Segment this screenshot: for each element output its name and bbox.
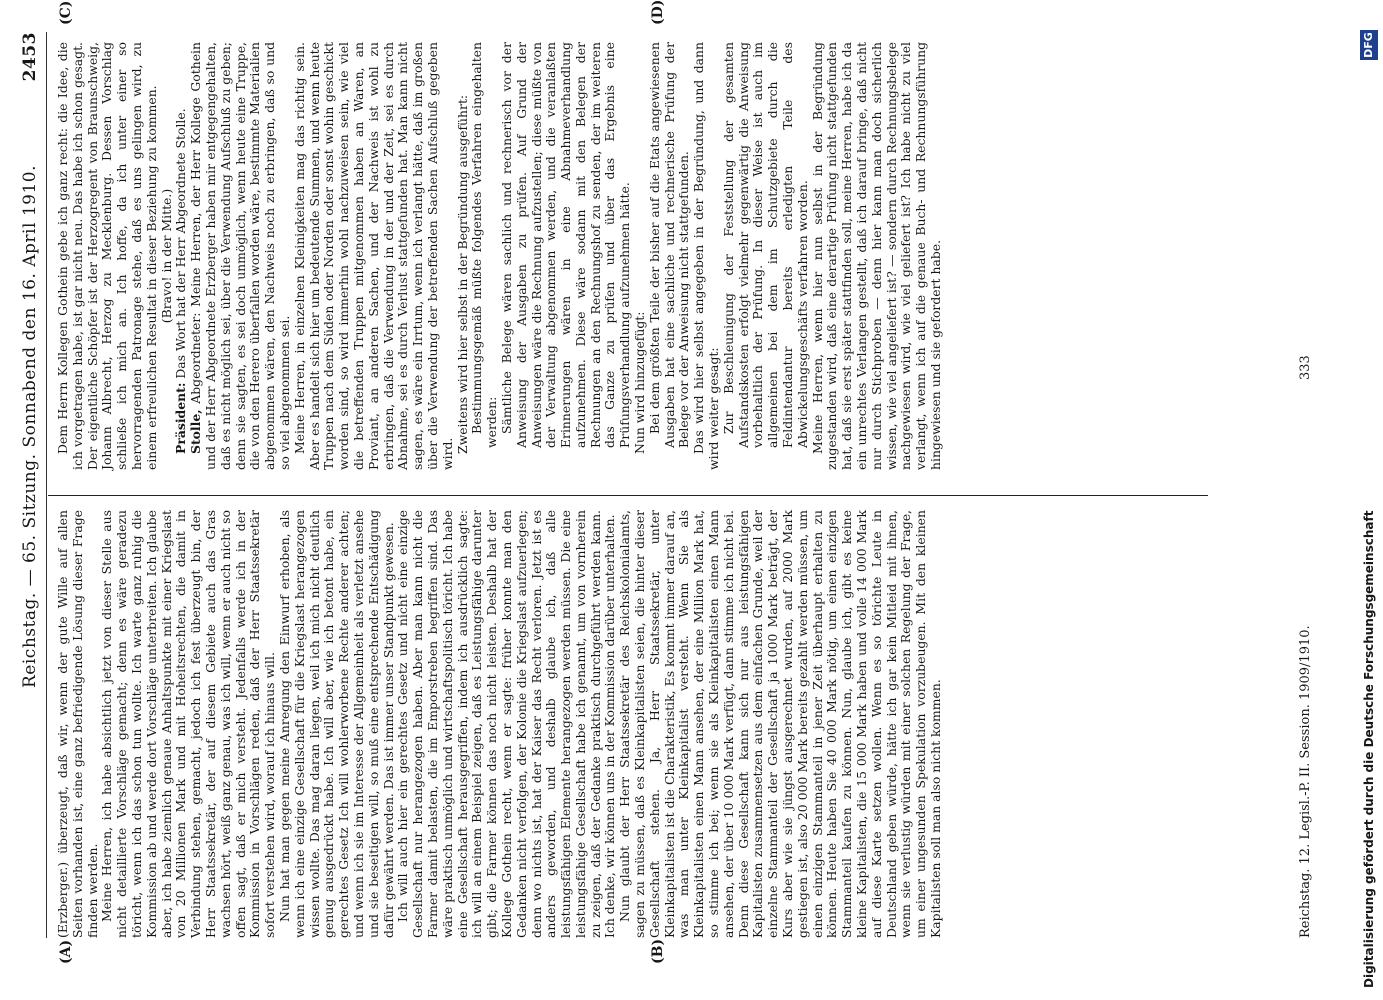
- speaker-text: Abgeordneter: Meine Herren, der Herr Kollege Gothein und der Herr Abgeordnete Erzberger haben mir entgegengehalten, daß es nicht möglich sei, über die Verwendung Aufschluß zu geben; denn sie sagten, es sei doch unmöglich, wenn heute eine Truppe, die von den Herero überfallen worden wäre, bestimmte Materialien abgenommen wären, den Nachweis noch zu erbringen, daß so und so viel abgenommen sei.: [188, 42, 292, 470]
- margin-marker-b: (B): [650, 938, 666, 964]
- funding-note: Digitalisierung gefördert durch die Deutsche Forschungsgemeinschaft: [1362, 510, 1376, 988]
- margin-marker-d: (D): [650, 0, 666, 25]
- right-column: [56, 42, 944, 470]
- right-paragraph: Zweitens wird hier selbst in der Begründung ausgeführt:: [454, 94, 470, 454]
- interjection: (Bravo! in der Mitte.): [158, 188, 174, 324]
- right-paragraph: Nun wird hinzugefügt:: [632, 311, 648, 454]
- margin-marker-c: (C): [58, 0, 74, 25]
- quoted-paragraph: Bestimmungsgemäß müßte folgendes Verfahren eingehalten werden:: [469, 42, 500, 448]
- margin-marker-a: (A): [58, 939, 74, 964]
- left-paragraph: Nun hat man gegen meine Anregung den Einwurf erhoben, als wenn ich eine einzige Gesellschaft für die Kriegslast herangezogen wissen wollte. Das mag daran liegen, weil ich mich nicht deutlich genug ausgedrückt habe. Ich will aber, wie ich betont habe, ein gerechtes Gesetz Ich will wohlerworbene Rechte anderer achten; und wenn ich sie im Interesse der Allgemeinheit als verletzt ansehe und sie beseitigen will, so muß eine entsprechende Entschädigung dafür gewährt werden. Das ist immer unser Standpunkt gewesen.: [276, 510, 396, 938]
- quoted-paragraph: Sämtliche Belege wären sachlich und rechnerisch vor der Anweisung der Ausgaben zu prüfen. Auf Grund der Anweisungen wäre die Rechnung aufzustellen; diese müßte von der Verwaltung abgenommen werden, und die veranlaßten Erinnerungen wären in eine Abnahmeverhandlung aufzunehmen. Diese wäre sodann mit den Belegen der Rechnungen an den Rechnungshof zu senden, der im weiteren das Ganze zu prüfen und über das Ergebnis eine Prüfungsverhandlung aufzunehmen hätte.: [498, 42, 633, 448]
- page-header: [14, 32, 46, 938]
- left-paragraph: (Erzberger.) überzeugt, daß wir, wenn der gute Wille auf allen Seiten vorhanden ist, eine ganz befriedigende Lösung dieser Frage finden werden.: [55, 510, 100, 938]
- dfg-logo: DFG: [1360, 30, 1378, 60]
- quoted-paragraph: Zur Beschleunigung der Feststellung der gesamten Aufstandskosten erfolgt vielmehr gegenwärtig die Anweisung vorbehaltlich der Prüfung. In dieser Weise ist auch im allgemeinen bei dem im Schutzgebiete durch die Feldintendantur bereits erledigten Teile des Abwickelungsgeschäfts verfahren worden.: [720, 42, 810, 448]
- right-paragraph: Meine Herren, in einzelnen Kleinigkeiten mag das richtig sein. Aber es handelt sich hier um bedeutende Summen, und wenn heute Truppen nach dem Süden oder Norden oder sonst wohin geschickt worden sind, so wird immerhin wohl nachzuweisen sein, wie viel die betreffenden Truppen mitgenommen haben an Waren, an Proviant, an anderen Sachen, und der Nachweis ist wohl zu erbringen, daß die Verwendung in der und der Zeit, sei es durch Abnahme, sei es durch Verlust stattgefunden hat. Man kann nicht sagen, es wäre ein Irrtum, wenn ich verlangt hätte, daß im großen über die Verwendung der betreffenden Sachen Aufschluß gegeben wird.: [291, 42, 455, 470]
- quoted-paragraph: Bei dem größten Teile der bisher auf die Etats angewiesenen Ausgaben hat eine sachliche und rechnerische Prüfung der Belege vor der Anweisung nicht stattgefunden.: [646, 42, 692, 448]
- header-title: Reichstag. — 65. Sitzung. Sonnabend den 16. April 1910.: [20, 164, 40, 688]
- right-paragraph: Dem Herrn Kollegen Gothein gebe ich ganz recht: die Idee, die ich vorgetragen habe, ist gar nicht neu. Das habe ich schon gesagt. Der eigentliche Schöpfer ist der Herzogregent von Braunschweig, Johann Albrecht, Herzog zu Mecklenburg. Dessen Vorschlag schließe ich mich an. Ich hoffe, da ich unter einer so hervorragenden Patronage stehe, daß es uns gelingen wird, zu einem erfreulichen Resultat in dieser Beziehung zu kommen.: [55, 42, 159, 470]
- left-paragraph: Nun glaubt der Herr Staatssekretär des Reichskolonialamts, sagen zu müssen, daß es Kleinkapitalisten seien, die hinter dieser Gesellschaft stehen. Ja, Herr Staatssekretär, unter Kleinkapitalisten ist die Charakteristik, Es kommt immer darauf an, was man unter Kleinkapitalist versteht. Wenn Sie als Kleinkapitalisten einen Mann ansehen, der eine Million Mark hat, so stimme ich bei; wenn sie als Kleinkapitalisten einen Mann ansehen, der über 10 000 Mark verfügt, dann stimme ich nicht bei. Denn diese Gesellschaft kann sich nur aus leistungsfähigen Kapitalisten zusammensetzen aus dem einfachen Grunde, weil der einzelne Stammanteil der Gesellschaft ja 1000 Mark beträgt, der Kurs aber wie sie jüngst ausgerechnet wurden, auf 2000 Mark gestiegen ist, also 20 000 Mark bereits gezahlt werden müssen, um einen einzigen Stammanteil in jener Zeit überhaupt erhalten zu können. Heute haben Sie 40 000 Mark nötig, um einen einzigen Stammanteil kaufen zu können. Nun, glaube ich, gibt es keine kleine Kapitalisten, die 15 000 Mark haben und volle 14 000 Mark auf diese Karte setzen wollen. Wenn es so törichte Leute in Deutschland geben würde, hätte ich gar kein Mitleid mit ihnen, wenn sie verlustig würden mit einer solchen Regelung der Frage, um einer ungesunden Spekulation vorzubeugen. Mit den kleinen Kapitalisten soll man also nicht kommen.: [617, 510, 944, 938]
- header-rule: [46, 32, 47, 938]
- left-column: [56, 510, 944, 938]
- speaker-paragraph: [174, 42, 189, 470]
- right-paragraph: Das wird hier selbst angegeben in der Begründung, und dann wird weiter gesagt:: [691, 42, 722, 470]
- speaker-text: Das Wort hat der Herr Abgeordnete Stolle.: [173, 108, 189, 383]
- left-paragraph: Ich will auch hier ein gerechtes Gesetz und nicht eine einzige Gesellschaft nur herangezogen haben. Aber man kann nicht die Farmer damit belasten, die im Emporstreben begriffen sind. Das wäre praktisch unmöglich und wirtschaftspolitisch töricht. Ich habe eine Gesellschaft herausgegriffen, indem ich ausdrücklich sagte: ich will an einem Beispiel zeigen, daß es Leistungsfähige darunter gibt; die Farmer können das noch nicht leisten. Deshalb hat der Kollege Gothein recht, wenn er sagte: früher konnte man den Gedanken nicht verfolgen, der Kolonie die Kriegslast aufzuerlegen; denn wo nichts ist, hat der Kaiser das Recht verloren. Jetzt ist es anders geworden, und deshalb glaube ich, daß alle leistungsfähigen Elemente herangezogen werden müssen. Die eine leistungsfähige Gesellschaft habe ich genannt, um von vornherein zu zeigen, daß der Gedanke praktisch durchgeführt werden kann. Ich denke, wir können uns in der Kommission darüber unterhalten.: [395, 510, 618, 938]
- speaker-paragraph: [189, 42, 293, 470]
- footer-number: 333: [1298, 355, 1313, 380]
- right-paragraph: Meine Herren, wenn hier nun selbst in der Begründung zugestanden wird, daß eine derartige Prüfung nicht stattgefunden hat, daß sie erst später stattfinden soll, meine Herren, habe ich da ein unrechtes Verlangen gestellt, daß ich darauf bringe, daß nicht nur durch Stichproben — denn hier kann man doch sicherlich wissen, wie viel angeliefert ist? — sondern durch Rechnungsbelege nachgewiesen wird, wie viel geliefert ist? Ich habe nicht zu viel verlangt, wenn ich auf die genaue Buch- und Rechnungsführung hingewiesen und sie gefordert habe.: [809, 42, 944, 470]
- speaker-name: Präsident:: [173, 382, 189, 454]
- footer-session: Reichstag. 12. Legisl.-P. II. Session. 1909/1910.: [1298, 625, 1313, 938]
- speaker-name: Stolle,: [188, 409, 204, 454]
- page-number: 2453: [20, 32, 40, 82]
- left-paragraph: Meine Herren, ich habe absichtlich jetzt von dieser Stelle aus nicht detaillierte Vorschläge gemacht; denn es wäre geradezu töricht, wenn ich das schon tun wollte. Ich warte ganz ruhig die Kommission ab und werde dort Vorschläge unterbreiten. Ich glaube aber, ich habe ziemlich genaue Anhaltspunkte mit einer Kriegslast von 20 Millionen Mark und mit Hoheitsrechten, die damit in Verbindung stehen, gemacht, jedoch ich fest überzeugt bin, der Herr Staatssekretär, der auf diesem Gebiete auch das Gras wachsen hört, weiß ganz genau, was ich will, wenn er auch nicht so offen sagt, daß er mich versteht. Jedenfalls werde ich in der Kommission in Vorschlägen reden, daß der Herr Staatssekretär sofort verstehen wird, worauf ich hinaus will.: [99, 510, 278, 938]
- column-divider: [48, 495, 1208, 496]
